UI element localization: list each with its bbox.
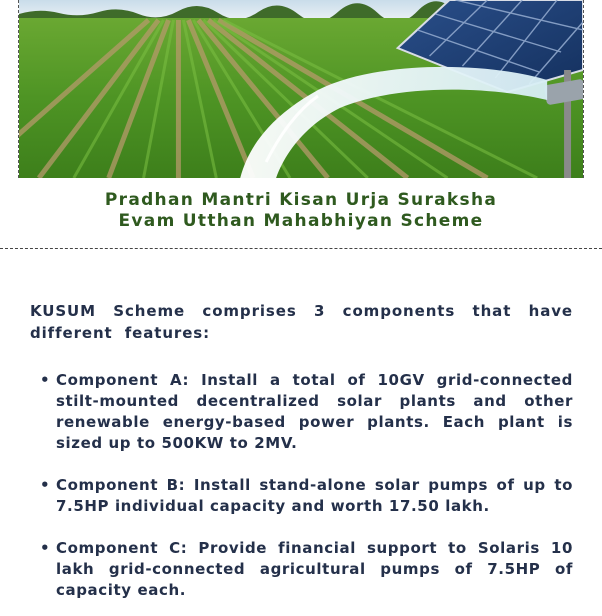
dashed-divider (0, 248, 602, 249)
component-text: Component A: Install a total of 10GV grid-connected stilt-mounted decentralized solar plants and other renewable energy-based power plants. Each plant is sized up to 500KW to 2MV. (56, 371, 573, 452)
title-line-1: Pradhan Mantri Kisan Urja Suraksha (104, 190, 498, 210)
bullet-icon: • (40, 371, 51, 389)
bullet-icon: • (40, 539, 51, 557)
title-line-2: Evam Utthan Mahabhiyan Scheme (118, 211, 484, 231)
intro-paragraph: KUSUM Scheme comprises 3 components that have different features: (30, 302, 573, 342)
field-solar-pump-image (19, 0, 583, 178)
components-list (30, 370, 573, 601)
hero-image (18, 0, 584, 178)
list-item (30, 370, 573, 454)
bullet-icon: • (40, 476, 51, 494)
component-text: Component B: Install stand-alone solar pumps of up to 7.5HP individual capacity and worth 17.50 lakh. (56, 476, 573, 515)
component-text: Component C: Provide financial support to Solaris 10 lakh grid-connected agricultural pumps of 7.5HP of capacity each. (56, 539, 573, 599)
scheme-title (0, 190, 602, 232)
content-body (30, 300, 573, 616)
list-item (30, 538, 573, 601)
list-item (30, 475, 573, 517)
